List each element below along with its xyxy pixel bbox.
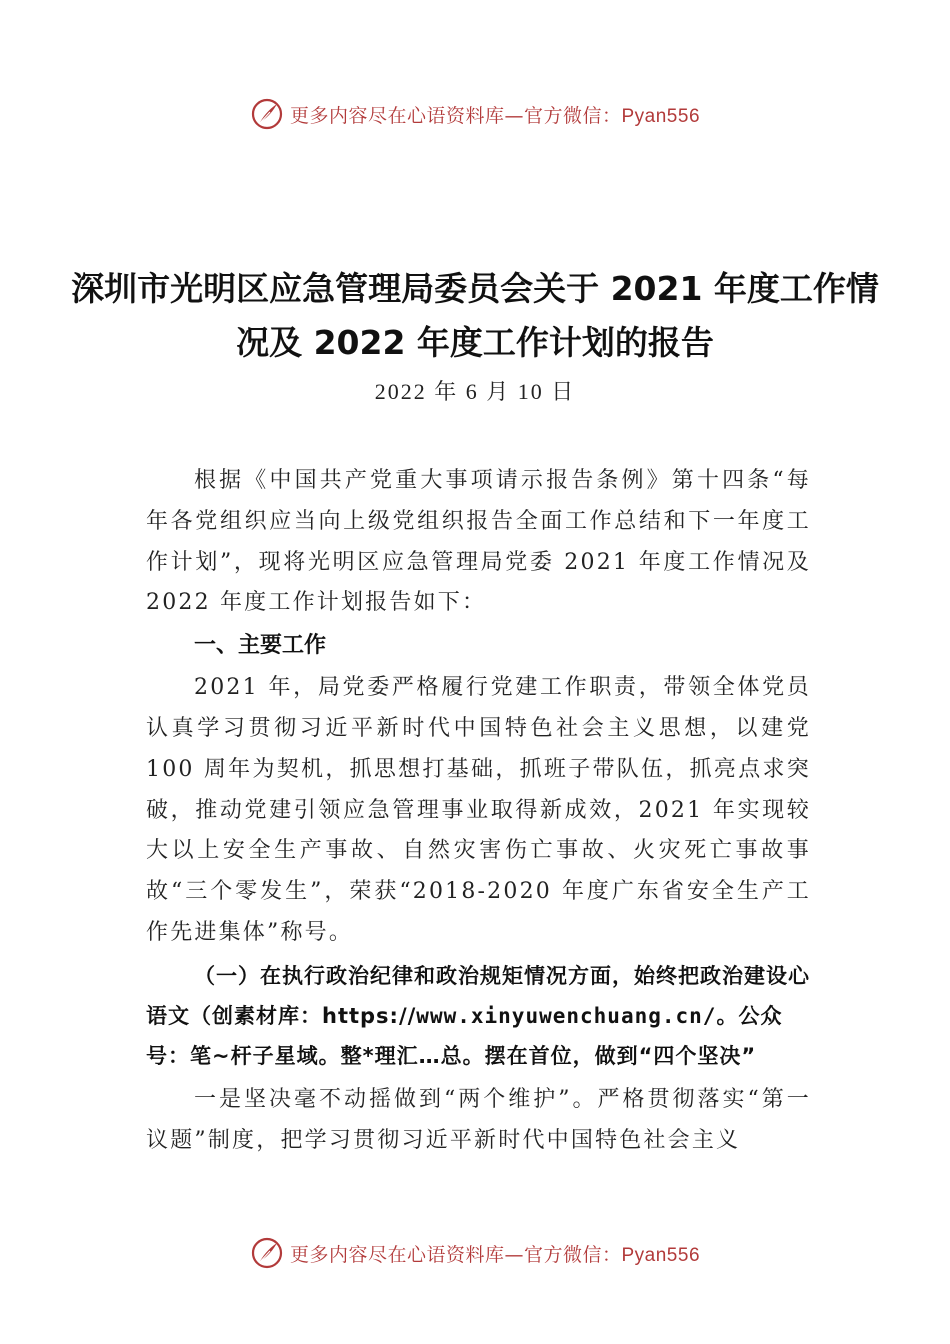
feather-pen-logo-icon [250, 1236, 284, 1270]
section-heading-main-work: 一、主要工作 [194, 633, 327, 659]
subsection-heading-political-discipline [146, 954, 811, 1080]
two-safeguards-paragraph: 一是坚决毫不动摇做到“两个维护”。严格贯彻落实“第一议题”制度，把学习贯彻习近平新时代中国特色社会主义 [146, 1086, 811, 1153]
watermark-text [290, 101, 700, 128]
document-date: 2022 年 6 月 10 日 [374, 379, 576, 404]
feather-pen-logo-icon [250, 97, 284, 131]
subsection-heading-url: www.xinyuwenchuang.cn/ [416, 1003, 717, 1028]
watermark-wechat-id: Pyan556 [621, 1244, 701, 1266]
watermark-slogan: 更多内容尽在心语资料库—官方微信： [289, 1243, 622, 1266]
subsection-heading-part-b: 。公众号：笔~杆子星域。整*理汇…总。摆在首位，做到“四个坚决” [146, 1003, 783, 1068]
document-body [146, 461, 811, 1161]
main-work-paragraph: 2021 年，局党委严格履行党建工作职责，带领全体党员认真学习贯彻习近平新时代中国特色社会主义思想，以建党 100 周年为契机，抓思想打基础，抓班子带队伍，抓亮点求突破，推动党建引领应急管理事业取得新成效，2021 年实现较大以上安全生产事故、自然灾害伤亡事故、火灾死亡事故事故“三个零发生”，荣获“2018-2020 年度广东省安全生产工作先进集体”称号。 [146, 675, 811, 945]
watermark-text [290, 1240, 700, 1267]
watermark-wechat-id: Pyan556 [621, 105, 701, 127]
document-title: 深圳市光明区应急管理局委员会关于 2021 年度工作情况及 2022 年度工作计划的报告 [71, 269, 879, 362]
intro-paragraph: 根据《中国共产党重大事项请示报告条例》第十四条“每年各党组织应当向上级党组织报告全面工作总结和下一年度工作计划”，现将光明区应急管理局党委 2021 年度工作情况及 2022 年度工作计划报告如下： [146, 468, 811, 616]
watermark-slogan: 更多内容尽在心语资料库—官方微信： [289, 104, 622, 127]
watermark-header [0, 94, 950, 134]
watermark-footer [0, 1233, 950, 1273]
subsection-heading-part-a: （一）在执行政治纪律和政治规矩情况方面，始终把政治建设心语文（创素材库：https:// [146, 963, 810, 1028]
